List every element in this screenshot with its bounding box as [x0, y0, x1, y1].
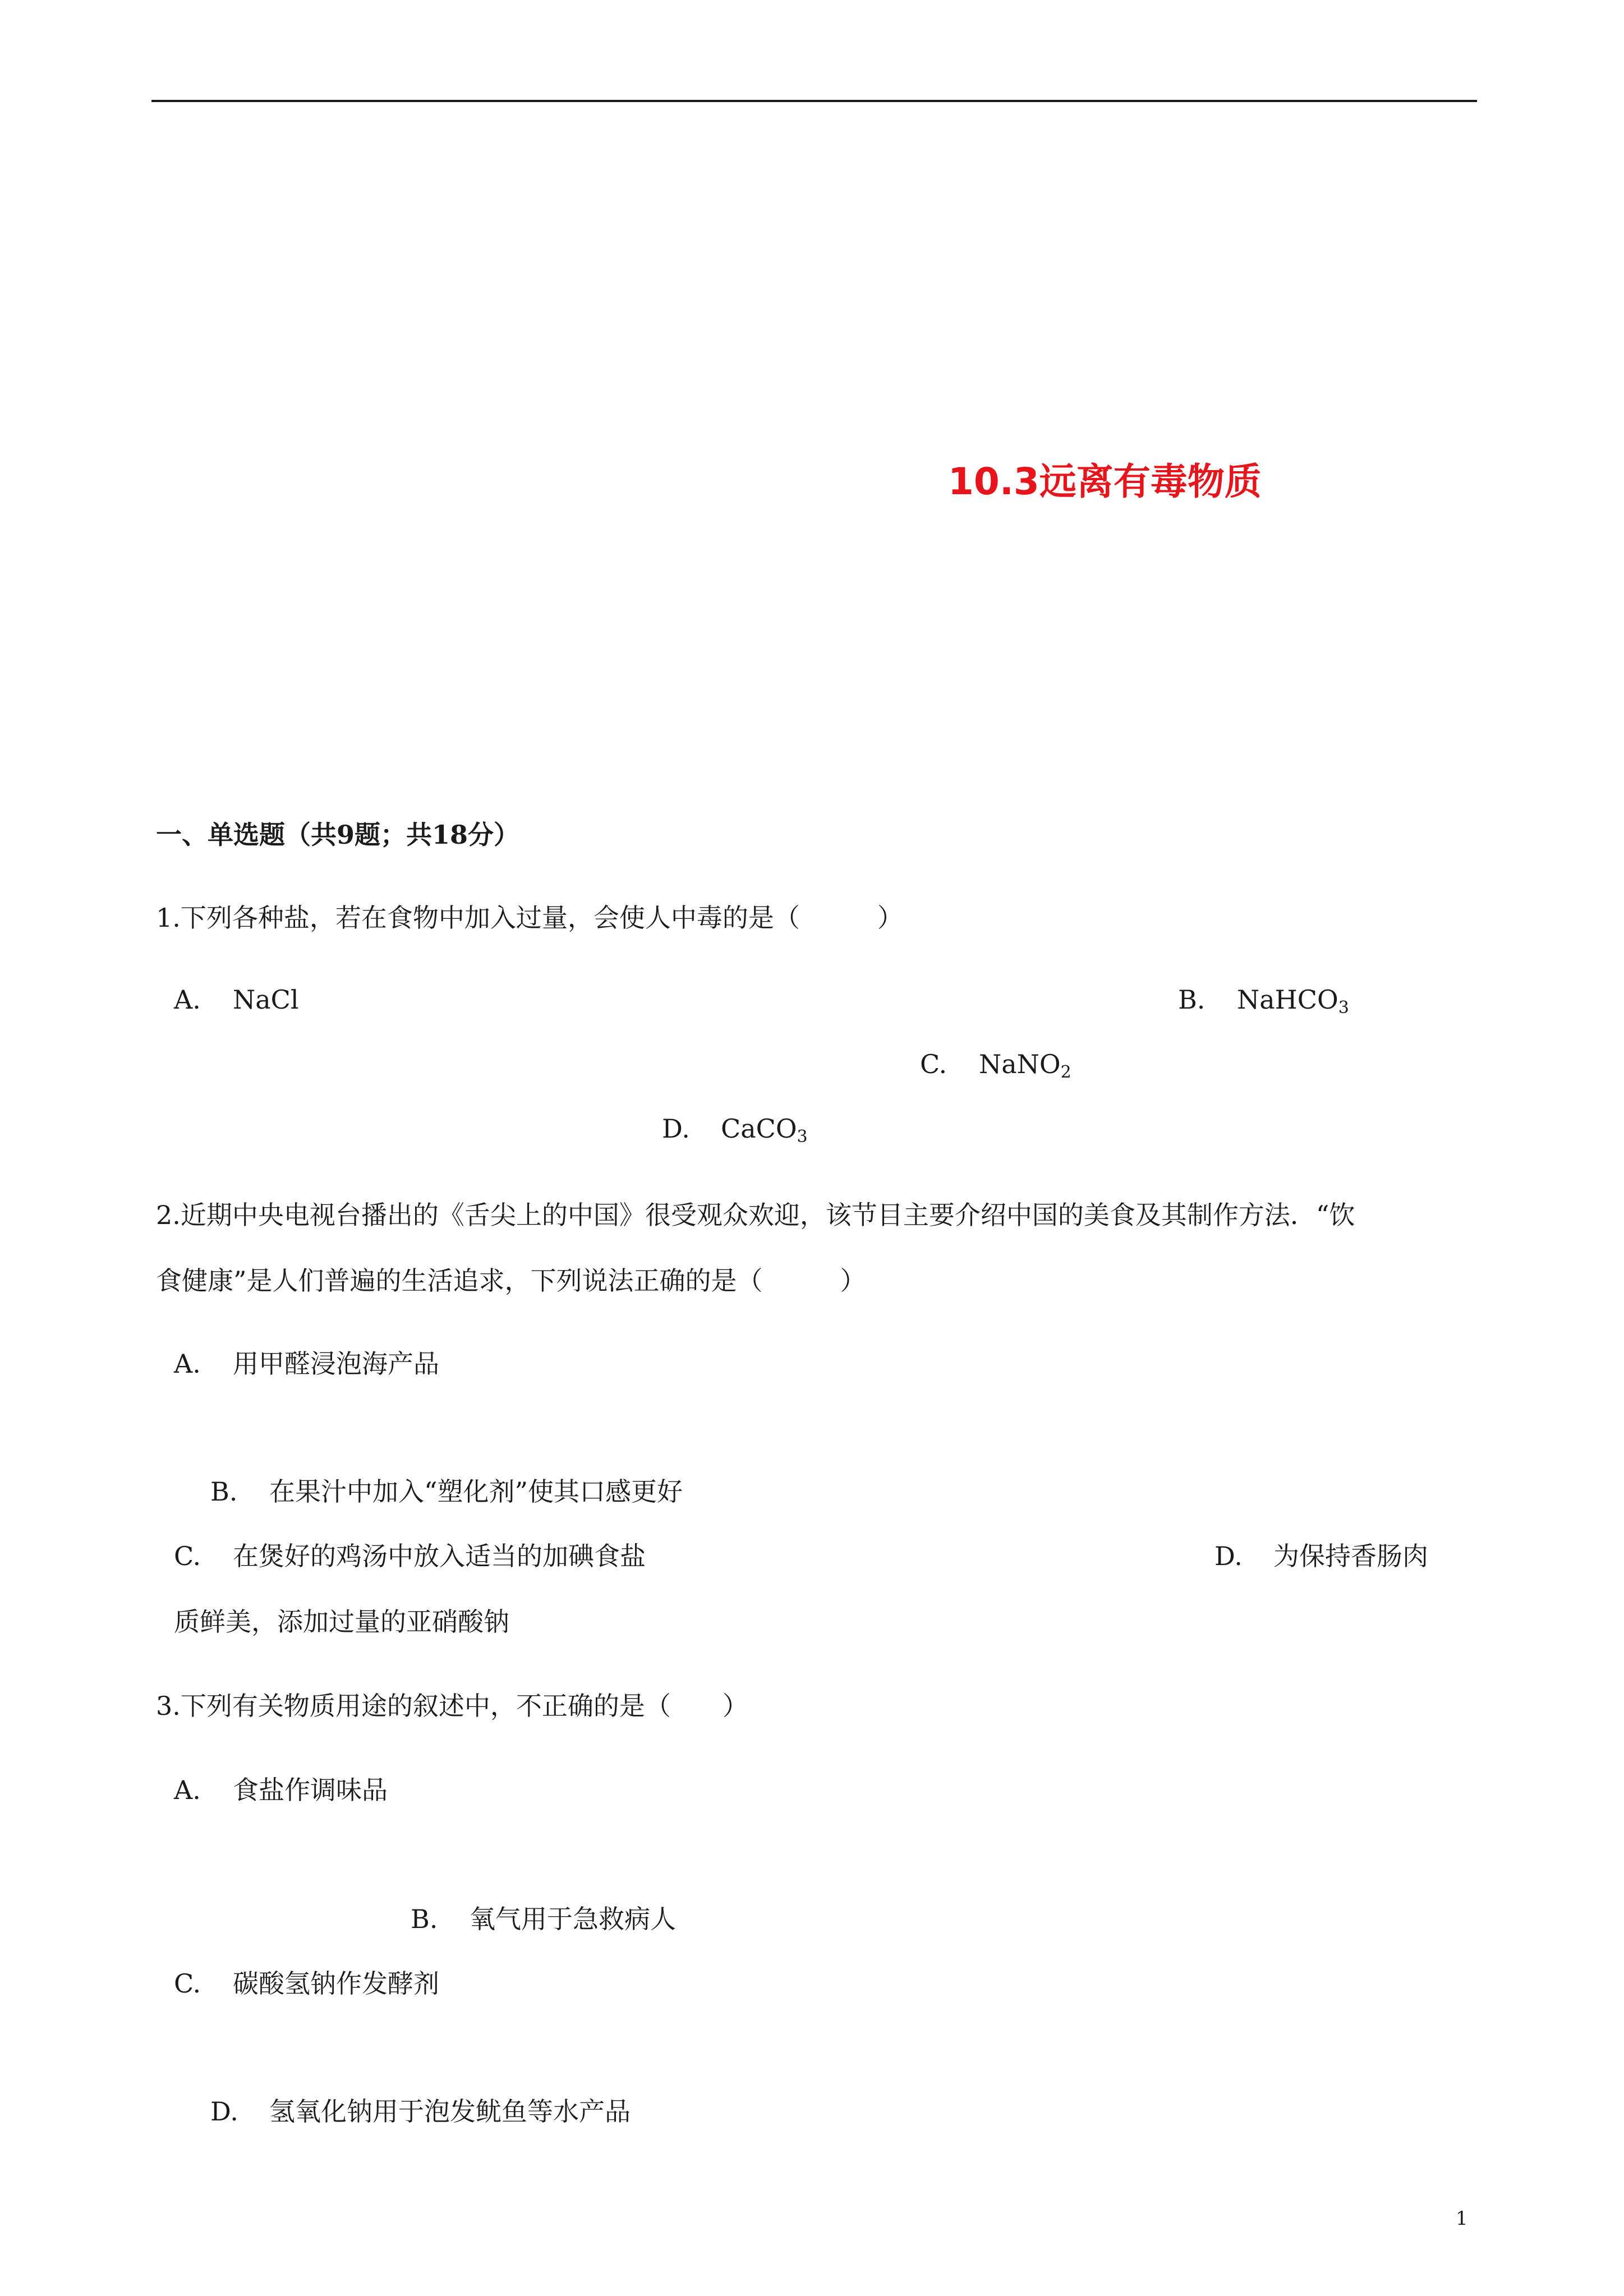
question-2-option-b[interactable]: B. 在果汁中加入“塑化剂”使其口感更好 [210, 1476, 683, 1507]
question-2-option-d-continued: 质鲜美，添加过量的亚硝酸钠 [174, 1607, 509, 1637]
header-rule [151, 100, 1477, 102]
question-1-option-b[interactable]: B. NaHCO$_3$ [1178, 984, 1349, 1018]
question-3-stem: 3.下列有关物质用途的叙述中，不正确的是（ ） [156, 1691, 748, 1721]
question-3-option-d[interactable]: D. 氢氧化钠用于泡发鱿鱼等水产品 [210, 2096, 631, 2127]
document-title: 10.3远离有毒物质 [948, 460, 1262, 503]
page-number: 1 [1456, 2207, 1468, 2230]
question-2-option-d[interactable]: D. 为保持香肠肉 [1214, 1541, 1428, 1571]
question-1-stem: 1.下列各种盐，若在食物中加入过量，会使人中毒的是（ ） [156, 903, 903, 933]
question-3-option-a[interactable]: A. 食盐作调味品 [174, 1775, 388, 1805]
question-1-option-c[interactable]: C. NaNO$_2$ [920, 1049, 1071, 1082]
question-3-option-c[interactable]: C. 碳酸氢钠作发酵剂 [174, 1968, 439, 1999]
question-2-stem-line2: 食健康”是人们普遍的生活追求，下列说法正确的是（ ） [156, 1266, 866, 1296]
question-2-option-a[interactable]: A. 用甲醛浸泡海产品 [174, 1349, 439, 1379]
question-1-option-d[interactable]: D. CaCO$_3$ [662, 1114, 808, 1147]
question-3-option-b[interactable]: B. 氧气用于急救病人 [411, 1904, 676, 1934]
section-heading: 一、单选题（共9题；共18分） [156, 820, 520, 850]
question-1-option-a[interactable]: A. NaCl [174, 984, 299, 1015]
question-2-stem-line1: 2.近期中央电视台播出的《舌尖上的中国》很受观众欢迎，该节目主要介绍中国的美食及其制作方法．“饮 [156, 1200, 1355, 1230]
question-2-option-c[interactable]: C. 在煲好的鸡汤中放入适当的加碘食盐 [174, 1541, 646, 1571]
